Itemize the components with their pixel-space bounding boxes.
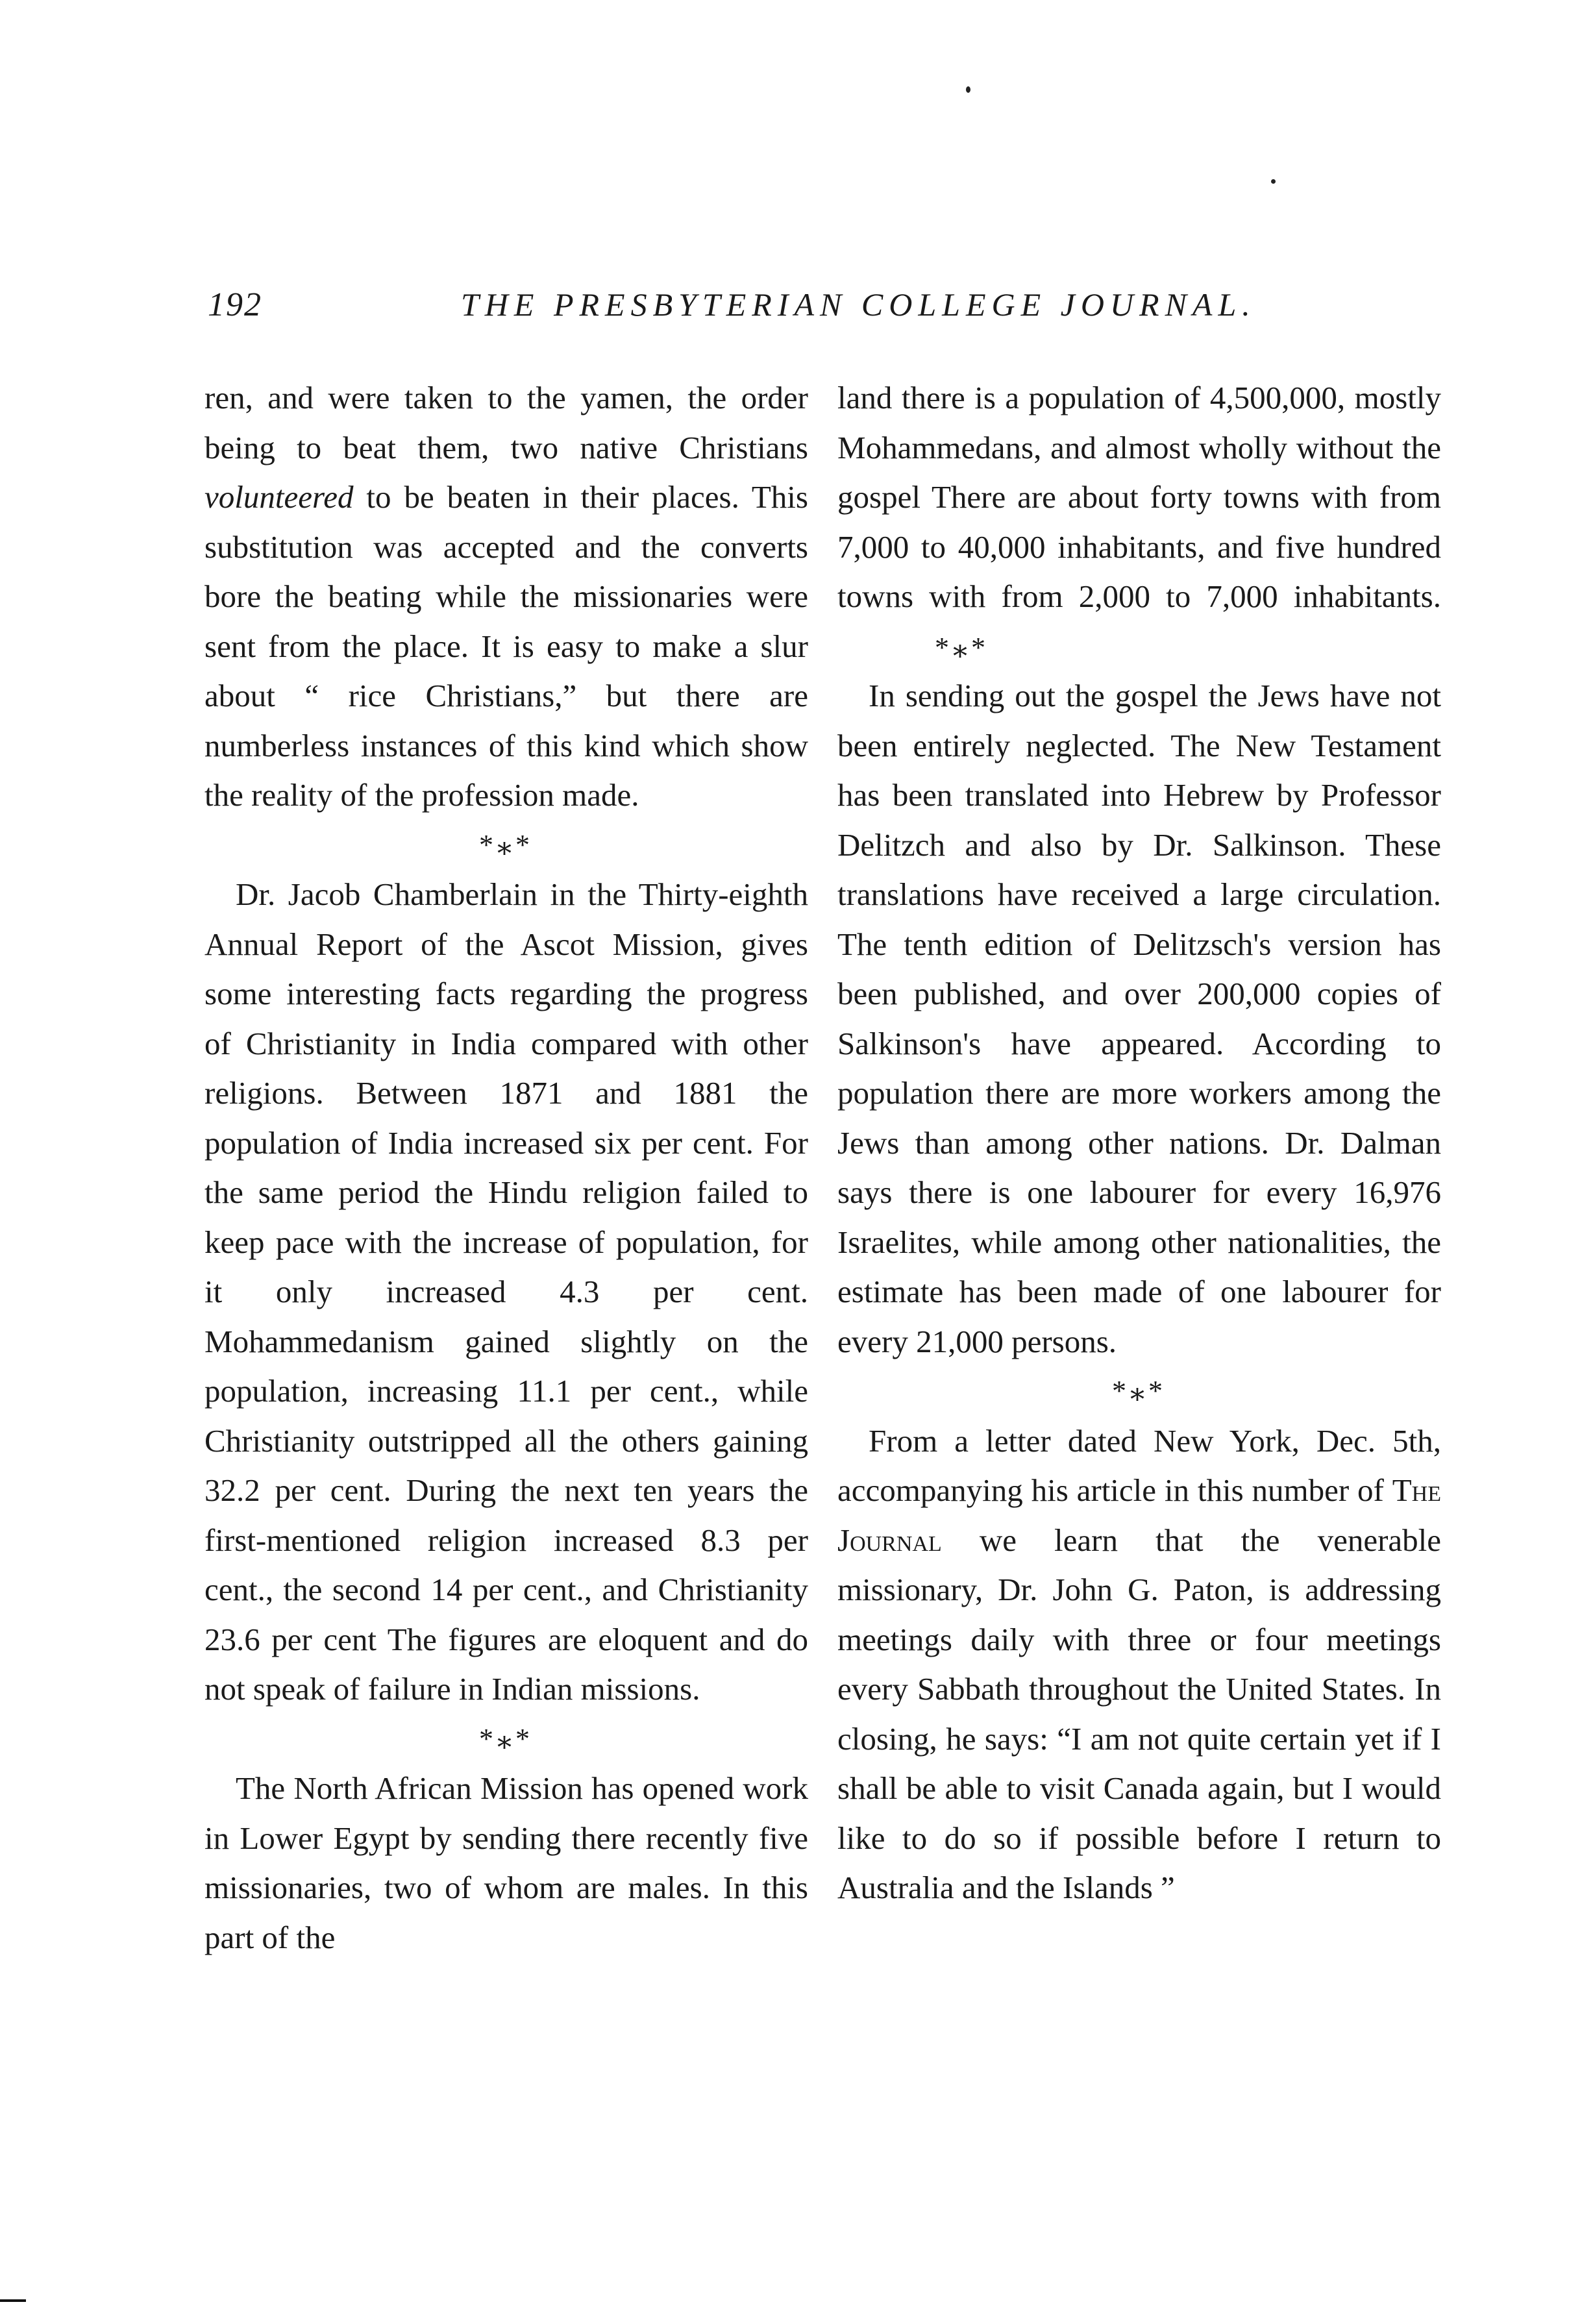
section-separator: *⁎* xyxy=(479,828,534,861)
print-speck xyxy=(1271,179,1276,184)
paragraph-text: to be beaten in their places. This substitution was accepted and the converts bore the beating while the missionaries were sent from the place. It is easy to make a slur about “ rice Christians,” but there are numberless instances of this kind which show the reality of the profession made. xyxy=(204,479,808,813)
paragraph: The North African Mission has opened work in Lower Egypt by sending there recently five missionaries, two of whom are males. In this part of the xyxy=(204,1770,808,1955)
paragraph xyxy=(837,1416,1441,1913)
page-header xyxy=(195,286,1428,338)
section-separator: *⁎* xyxy=(479,1722,534,1755)
page-number: 192 xyxy=(208,286,262,323)
paragraph xyxy=(837,373,1441,671)
section-separator: *⁎* xyxy=(935,631,989,663)
paragraph: In sending out the gospel the Jews have not been entirely neglected. The New Testament has been translated into Hebrew by Professor Delitzch and also by Dr. Salkinson. These translations have received a large circulation. The tenth edition of Delitzsch's version has been published, and over 200,000 copies of Salkinson's have appeared. According to population there are more workers among the Jews than among other nations. Dr. Dalman says there is one labourer for every 16,976 Israelites, while among other nationalities, the estimate has been made of one labourer for every 21,000 persons. xyxy=(837,678,1441,1359)
paragraph-text: land there is a population of 4,500,000, mostly Mohammedans, and almost wholly without the gospel There are about forty towns with from 7,000 to 40,000 inhabitants, and five hundred towns with from 2,000 to 7,000 inhabitants. xyxy=(837,380,1441,614)
section-separator: *⁎* xyxy=(1112,1375,1167,1407)
paragraph xyxy=(204,373,808,821)
right-column xyxy=(837,373,1441,1913)
journal-name: The Journal xyxy=(837,1472,1441,1558)
left-column xyxy=(204,373,808,1962)
paragraph: Dr. Jacob Chamberlain in the Thirty-eighth Annual Report of the Ascot Mission, gives some interesting facts regarding the progress of Christianity in India compared with other religions. Between 1871 and 1881 the population of India increased six per cent. For the same period the Hindu religion failed to keep pace with the increase of population, for it only increased 4.3 per cent. Mohammedanism gained slightly on the population, increasing 11.1 per cent., while Christianity outstripped all the others gaining 32.2 per cent. During the next ten years the first-mentioned religion increased 8.3 per cent., the second 14 per cent., and Christianity 23.6 per cent The figures are eloquent and do not speak of failure in Indian missions. xyxy=(204,876,808,1707)
running-title: THE PRESBYTERIAN COLLEGE JOURNAL. xyxy=(461,286,1256,323)
paragraph-text: From a letter dated New York, Dec. 5th, accompanying his article in this number of xyxy=(837,1422,1441,1508)
emphasis-text: volunteered xyxy=(204,479,354,515)
paragraph-text: ren, and were taken to the yamen, the order being to beat them, two native Christians xyxy=(204,380,808,465)
edge-mark xyxy=(0,2299,26,2302)
print-speck xyxy=(966,86,970,93)
paragraph-text: we learn that the venerable missionary, Dr. John G. Paton, is addressing meetings daily with three or four meetings every Sabbath throughout the United States. In closing, he says: “I am not quite certain yet if I shall be able to visit Canada again, but I would like to do so if possible before I return to Australia and the Islands ” xyxy=(837,1522,1441,1905)
